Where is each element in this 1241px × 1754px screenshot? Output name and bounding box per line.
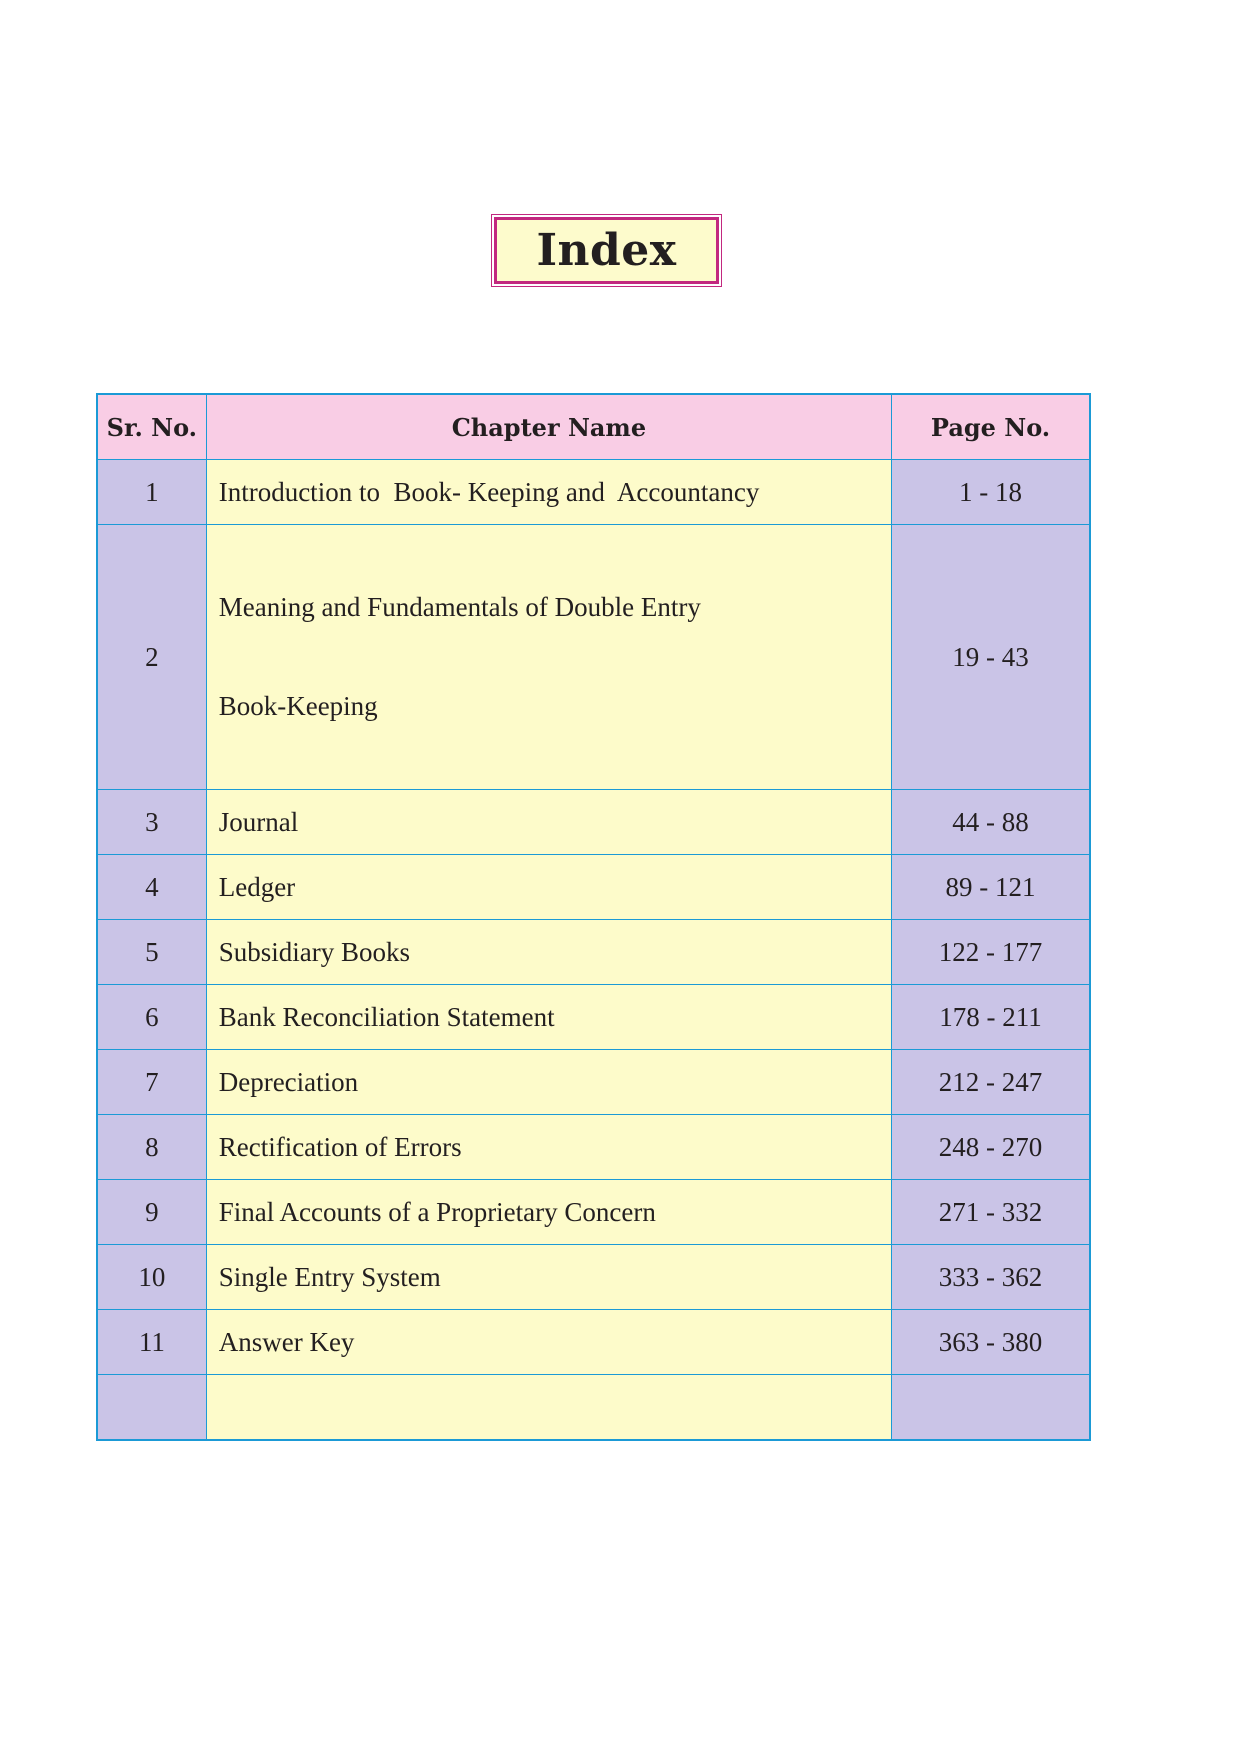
table-row xyxy=(97,460,1090,525)
page-range-cell: 89 - 121 xyxy=(892,855,1090,920)
index-title-inner xyxy=(494,217,719,284)
page-range-cell: 44 - 88 xyxy=(892,790,1090,855)
chapter-name-cell: Rectification of Errors xyxy=(206,1115,891,1180)
table-row xyxy=(97,525,1090,790)
index-title-box xyxy=(491,214,722,287)
table-header-row xyxy=(97,394,1090,460)
chapter-name-cell: Journal xyxy=(206,790,891,855)
chapter-name-cell: Answer Key xyxy=(206,1310,891,1375)
chapter-name-cell xyxy=(206,525,891,790)
chapter-name-line-1: Meaning and Fundamentals of Double Entry xyxy=(218,592,701,622)
table-row xyxy=(97,1180,1090,1245)
chapter-name-cell: Ledger xyxy=(206,855,891,920)
table-row xyxy=(97,790,1090,855)
page-range-cell: 363 - 380 xyxy=(892,1310,1090,1375)
page-range-cell: 333 - 362 xyxy=(892,1245,1090,1310)
table-row xyxy=(97,1050,1090,1115)
chapter-name-cell: Introduction to Book- Keeping and Accountancy xyxy=(206,460,891,525)
chapter-name-cell: Subsidiary Books xyxy=(206,920,891,985)
page-range-cell: 122 - 177 xyxy=(892,920,1090,985)
page-range-cell: 178 - 211 xyxy=(892,985,1090,1050)
table-row xyxy=(97,1310,1090,1375)
page-range-cell xyxy=(892,1375,1090,1441)
sr-no-cell: 10 xyxy=(97,1245,206,1310)
table-row xyxy=(97,855,1090,920)
table-row xyxy=(97,985,1090,1050)
page-range-cell: 1 - 18 xyxy=(892,460,1090,525)
table-row xyxy=(97,1245,1090,1310)
sr-no-cell xyxy=(97,1375,206,1441)
sr-no-cell: 8 xyxy=(97,1115,206,1180)
header-chapter-name: Chapter Name xyxy=(206,394,891,460)
index-table xyxy=(96,393,1091,1441)
sr-no-cell: 1 xyxy=(97,460,206,525)
page-range-cell: 271 - 332 xyxy=(892,1180,1090,1245)
sr-no-cell: 6 xyxy=(97,985,206,1050)
table-row-empty xyxy=(97,1375,1090,1441)
sr-no-cell: 7 xyxy=(97,1050,206,1115)
header-page-no: Page No. xyxy=(892,394,1090,460)
chapter-name-cell: Single Entry System xyxy=(206,1245,891,1310)
chapter-name-cell: Depreciation xyxy=(206,1050,891,1115)
chapter-name-line-2: Book-Keeping xyxy=(218,691,378,721)
sr-no-cell: 3 xyxy=(97,790,206,855)
sr-no-cell: 2 xyxy=(97,525,206,790)
chapter-name-cell xyxy=(206,1375,891,1441)
page-range-cell: 248 - 270 xyxy=(892,1115,1090,1180)
header-sr-no: Sr. No. xyxy=(97,394,206,460)
table-row xyxy=(97,1115,1090,1180)
sr-no-cell: 11 xyxy=(97,1310,206,1375)
page-range-cell: 19 - 43 xyxy=(892,525,1090,790)
sr-no-cell: 5 xyxy=(97,920,206,985)
sr-no-cell: 4 xyxy=(97,855,206,920)
chapter-name-cell: Bank Reconciliation Statement xyxy=(206,985,891,1050)
chapter-name-cell: Final Accounts of a Proprietary Concern xyxy=(206,1180,891,1245)
sr-no-cell: 9 xyxy=(97,1180,206,1245)
table-row xyxy=(97,920,1090,985)
page-title: Index xyxy=(536,225,677,276)
page-range-cell: 212 - 247 xyxy=(892,1050,1090,1115)
